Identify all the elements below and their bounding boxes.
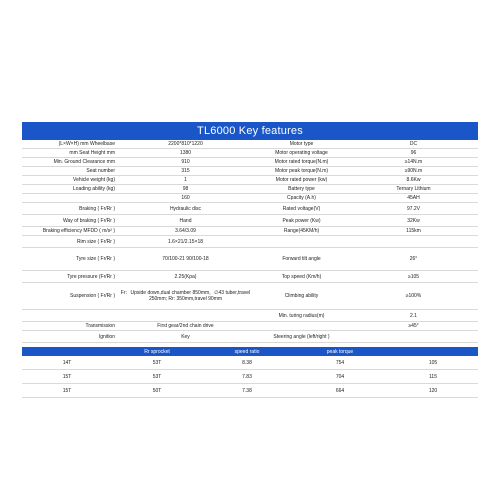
spec-label: Min. turing radius(m) <box>278 312 325 319</box>
spec-row <box>22 185 478 194</box>
spec-row <box>22 215 478 227</box>
spec-label: Rim size ( Fr/Rr ) <box>76 238 115 245</box>
spec-value: 70/100-21 90/100-18 <box>162 256 209 262</box>
table-row <box>22 356 478 370</box>
spec-value: 910 <box>181 159 190 165</box>
spec-value <box>349 236 478 247</box>
spec-label: Loading ability (kg) <box>73 186 115 192</box>
spec-value: 1380 <box>179 150 192 156</box>
spec-label: Seat number <box>86 168 115 174</box>
spec-label <box>22 310 117 321</box>
gear-header-cell: speed ratio <box>234 348 260 355</box>
spec-value: 160 <box>181 195 190 201</box>
gear-cell: 115 <box>429 373 437 380</box>
gear-cell: 7.38 <box>242 387 252 394</box>
spec-row <box>22 283 478 310</box>
gear-cell: 754 <box>335 359 345 366</box>
spec-label: Climbing ability <box>284 293 319 299</box>
spec-label: Range(45KM/h) <box>283 228 320 234</box>
spec-sheet <box>22 122 478 398</box>
gear-cell: 105 <box>428 359 438 366</box>
spec-label: Way of braking ( Fr/Rr ) <box>62 217 115 224</box>
spec-value: 45AH <box>407 195 420 201</box>
spec-value: Hydraulic disc <box>169 205 202 212</box>
spec-value: 97.2V <box>406 205 421 212</box>
spec-label: Transmission <box>85 323 115 329</box>
spec-value: ≥14N.m <box>404 159 423 165</box>
spec-label: Top speed (Km/h) <box>281 273 322 280</box>
spec-value: DC <box>409 141 418 147</box>
spec-label <box>254 236 349 247</box>
spec-value: 98 <box>182 186 189 192</box>
spec-row <box>22 176 478 185</box>
spec-label: Steering angle (left/right ) <box>273 333 330 340</box>
spec-row <box>22 248 478 271</box>
spec-value: 2.1 <box>410 312 417 319</box>
spec-value: 26° <box>409 256 418 262</box>
spec-row <box>22 140 478 149</box>
spec-label: (L×W×H) mm Wheelbase <box>58 141 115 147</box>
spec-value: ≥105 <box>407 273 420 280</box>
spec-label: Forward tilt angle <box>282 256 321 262</box>
spec-row <box>22 322 478 331</box>
spec-label: Motor operating voltage <box>275 150 328 156</box>
spec-label <box>254 322 349 330</box>
spec-label: Ignition <box>98 333 115 340</box>
table-row <box>22 370 478 384</box>
gear-cell: 50T <box>152 387 162 394</box>
gear-cell: 120 <box>428 387 438 394</box>
spec-value: 2200*810*1220 <box>168 141 203 147</box>
spec-value: 2.25(Kpa) <box>174 273 197 280</box>
spec-row <box>22 227 478 236</box>
spec-row <box>22 271 478 283</box>
spec-value: 8.6Kw <box>406 177 421 183</box>
spec-value: First gear/2nd chain drive <box>157 323 214 329</box>
spec-label: Battery type <box>288 186 315 192</box>
spec-value: 3.64/3.09 <box>175 228 196 234</box>
gear-cell: 15T <box>62 387 72 394</box>
gear-header-cell <box>22 347 112 356</box>
spec-value: ≥45° <box>408 323 419 329</box>
spec-label: Peak power (Kw) <box>282 217 321 224</box>
table-row <box>22 384 478 398</box>
spec-row <box>22 331 478 343</box>
gear-cell: 664 <box>335 387 345 394</box>
spec-value: ≥90N.m <box>404 168 423 174</box>
spec-label: Braking ( Fr/Rr ) <box>79 205 115 212</box>
spec-value: 1 <box>184 177 187 183</box>
spec-label: Motor peak torque(N.m) <box>274 168 329 174</box>
spec-value: ≥100% <box>405 293 422 299</box>
spec-label: mm Seat Height mm <box>69 150 115 156</box>
gear-table-header <box>22 347 478 356</box>
spec-label: Tyre size ( Fr/Rr ) <box>76 256 115 262</box>
gear-header-cell: peak torque <box>326 348 354 355</box>
spec-label: Tyre pressure (Fr/Rr ) <box>66 273 115 280</box>
spec-label: Vehicle weight (kg) <box>73 177 115 183</box>
gear-cell: 53T <box>152 373 162 380</box>
spec-label: Motor rated power (kw) <box>275 177 328 183</box>
spec-value: Hand <box>179 217 192 224</box>
spec-row <box>22 310 478 322</box>
spec-label: Motor type <box>289 141 314 147</box>
spec-value: 96 <box>410 150 417 156</box>
spec-row <box>22 158 478 167</box>
spec-value: Fr：Upside down,dual chamber 850mm，∅43 tuber,travel 250mm; Rr: 350mm,travel 90mm <box>120 290 251 302</box>
spec-label: Rated voltage(V) <box>282 205 321 212</box>
gear-cell: 14T <box>62 359 72 366</box>
spec-value <box>349 331 478 342</box>
gear-ratio-table <box>22 347 478 398</box>
spec-value: Ternary Lithium <box>396 186 431 192</box>
spec-label: Motor rated torque(N.m) <box>274 159 329 165</box>
gear-header-cell <box>388 347 478 356</box>
spec-value: Key <box>181 333 190 340</box>
spec-label <box>22 194 117 202</box>
spec-label: Cpacity (A.h) <box>287 195 316 201</box>
spec-row <box>22 236 478 248</box>
gear-cell: 7.83 <box>242 373 252 380</box>
gear-cell: 15T <box>62 373 72 380</box>
spec-label: Braking efficiency MFDD ( m/s² ) <box>42 228 115 234</box>
gear-cell: 704 <box>335 373 345 380</box>
gear-cell: 8.38 <box>242 359 252 366</box>
spec-value: 115km <box>406 228 421 234</box>
spec-row <box>22 167 478 176</box>
spec-value <box>117 310 254 321</box>
spec-table <box>22 140 478 343</box>
spec-value: 1.6×21/2.15×18 <box>167 238 204 245</box>
gear-header-cell: Rr sprocket <box>144 348 170 355</box>
spec-title-banner: TL6000 Key features <box>22 122 478 140</box>
spec-row <box>22 149 478 158</box>
spec-value: 315 <box>181 168 190 174</box>
spec-value: 32Kw <box>407 217 420 224</box>
spec-label: Min. Ground Clearance mm <box>53 159 115 165</box>
gear-cell: 53T <box>152 359 162 366</box>
spec-row <box>22 203 478 215</box>
spec-label: Suspension ( Fr/Rr ) <box>69 293 115 299</box>
spec-row <box>22 194 478 203</box>
